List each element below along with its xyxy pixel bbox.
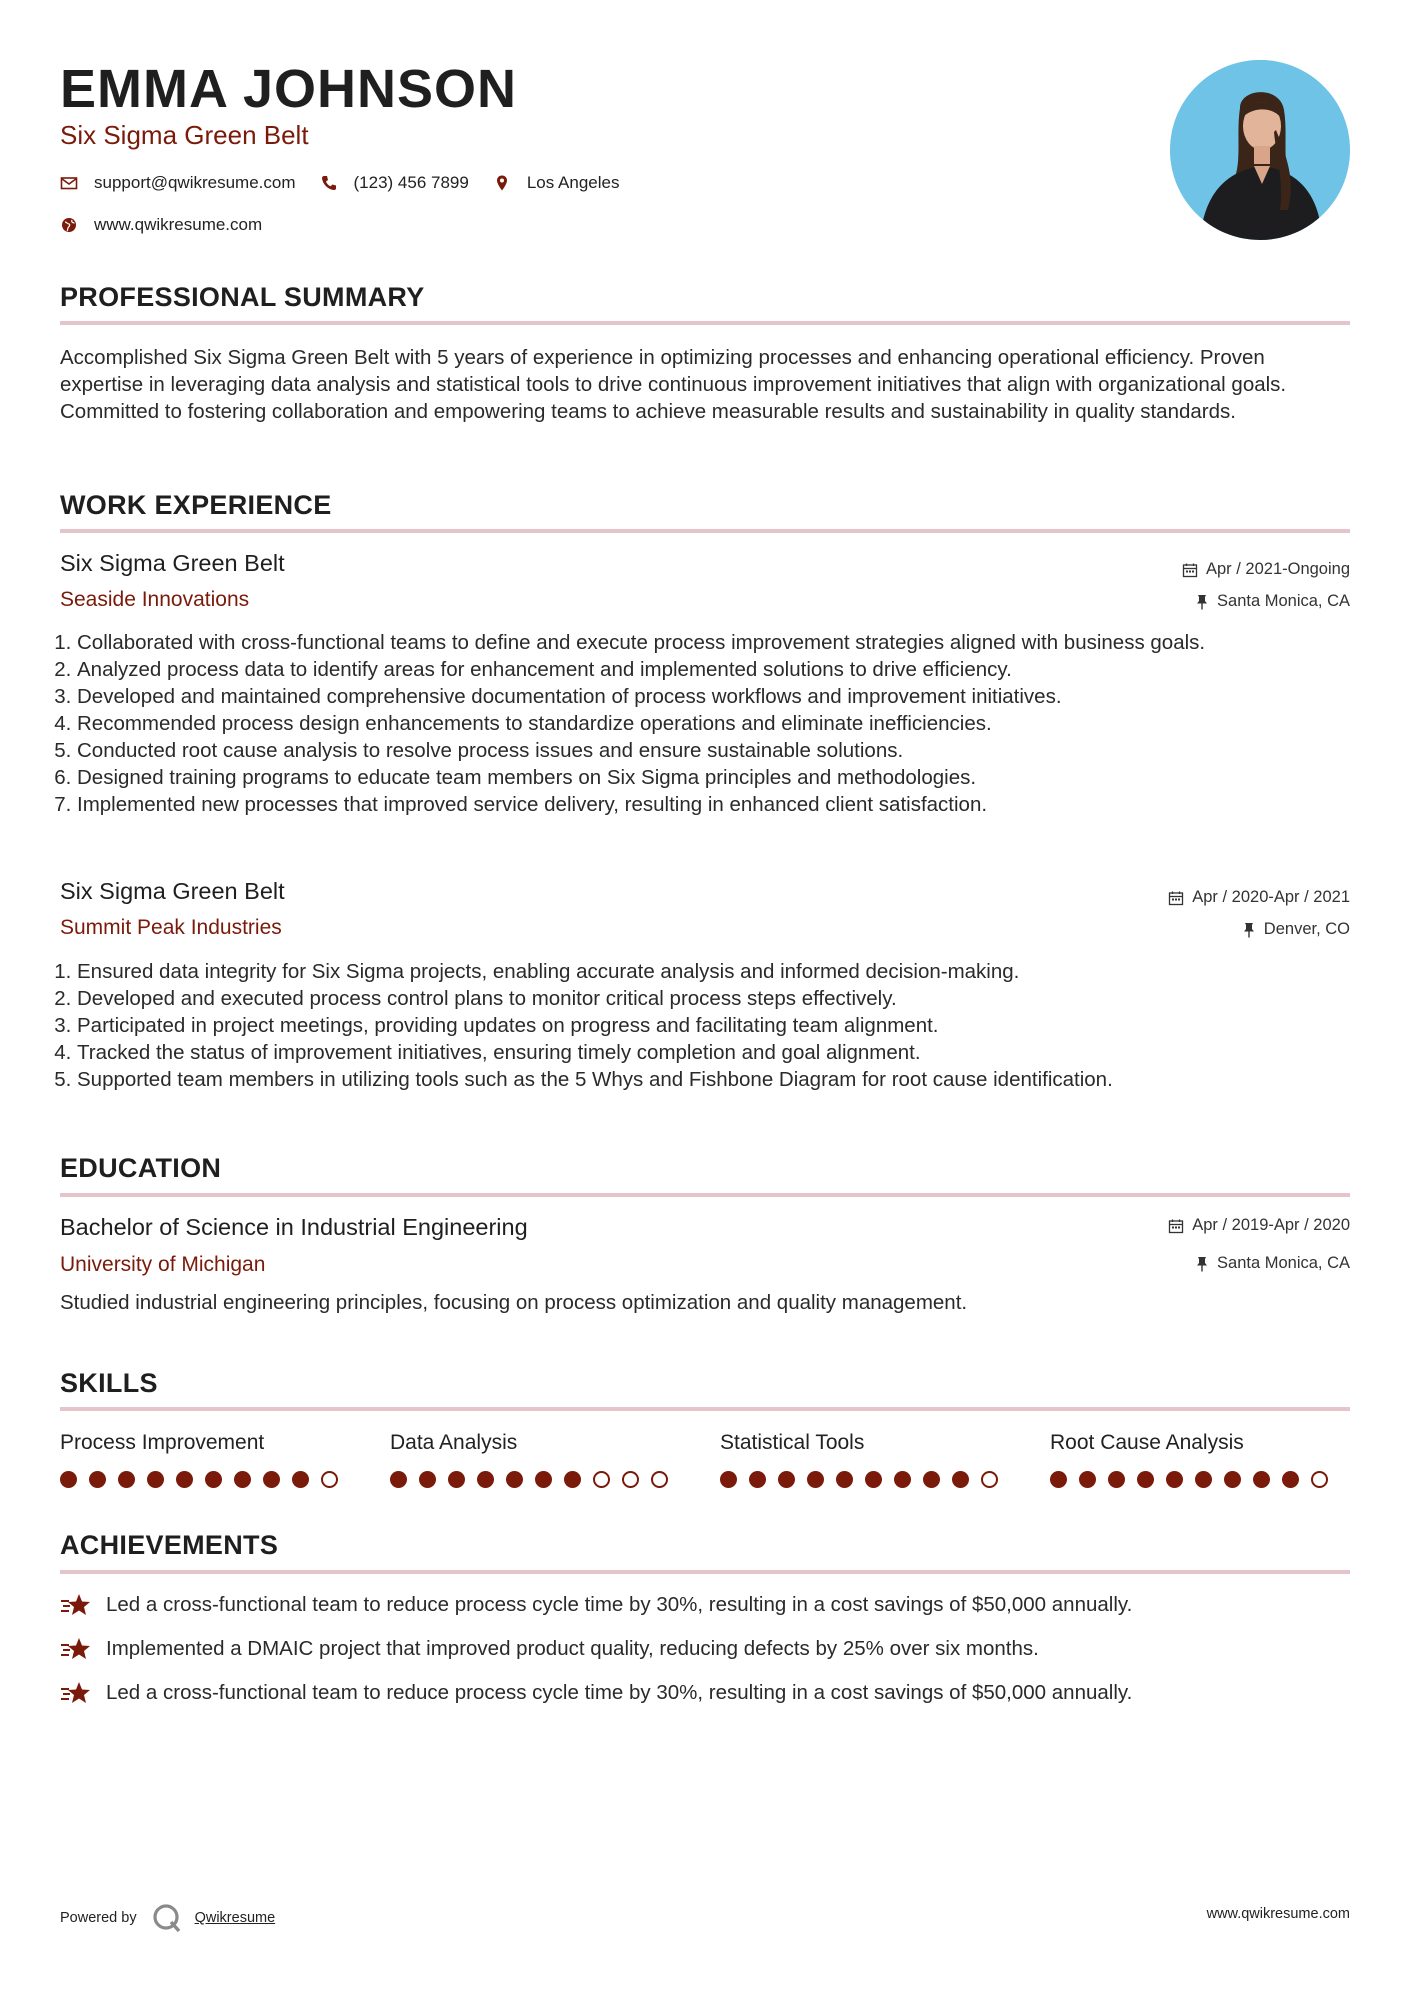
- section-title-achievements: ACHIEVEMENTS: [60, 1530, 279, 1560]
- job-location-text: Denver, CO: [1263, 920, 1350, 938]
- list-item: 2. Analyzed process data to identify areas for enhancement and implemented solutions to drive efficiency.: [77, 656, 1367, 683]
- rating-dot-filled: [564, 1471, 581, 1488]
- section-title-summary: PROFESSIONAL SUMMARY: [60, 282, 425, 312]
- summary-text: Accomplished Six Sigma Green Belt with 5 years of experience in optimizing processes and enhancing operational efficiency. Proven expertise in leveraging data analysis and statistical tools to drive continuous improvement initiatives that align with organizational goals. Committed to fostering collaboration and empowering teams to achieve measurable results and sustainability in quality standards.: [60, 346, 1287, 423]
- candidate-role: Six Sigma Green Belt: [60, 120, 309, 150]
- achievement-text: Led a cross-functional team to reduce process cycle time by 30%, resulting in a cost savings of $50,000 annually.: [106, 1593, 1133, 1616]
- rating-dot-empty: [981, 1471, 998, 1488]
- job-title: Six Sigma Green Belt: [60, 550, 285, 576]
- rating-dot-filled: [1050, 1471, 1067, 1488]
- rating-dot-empty: [1311, 1471, 1328, 1488]
- rating-dot-filled: [836, 1471, 853, 1488]
- section-title-experience: WORK EXPERIENCE: [60, 490, 332, 520]
- contact-website[interactable]: [60, 215, 262, 235]
- contact-row-2: [60, 215, 286, 235]
- rating-dot-filled: [419, 1471, 436, 1488]
- skill-name: Statistical Tools: [720, 1431, 865, 1454]
- brand-link[interactable]: Qwikresume: [194, 1910, 276, 1926]
- list-item: 5. Conducted root cause analysis to resolve process issues and ensure sustainable solutions.: [77, 737, 1367, 764]
- skill-name: Process Improvement: [60, 1431, 265, 1454]
- rating-dot-filled: [477, 1471, 494, 1488]
- rating-dot-filled: [720, 1471, 737, 1488]
- job-dates-text: Apr / 2020-Apr / 2021: [1192, 888, 1350, 906]
- pushpin-icon: [1242, 922, 1256, 938]
- rating-dot-filled: [60, 1471, 77, 1488]
- achievement-item: [60, 1592, 1132, 1618]
- profile-photo-illustration: [1170, 60, 1350, 240]
- globe-icon: [60, 216, 78, 234]
- list-item: 4. Recommended process design enhancements to standardize operations and eliminate inefficiencies.: [77, 710, 1367, 737]
- skill-name: Data Analysis: [390, 1431, 518, 1454]
- star-icon: [60, 1636, 92, 1662]
- star-icon: [60, 1592, 92, 1618]
- rating-dot-filled: [89, 1471, 106, 1488]
- achievement-item: [60, 1636, 1039, 1662]
- profile-photo: [1170, 60, 1350, 240]
- footer-powered: [60, 1902, 275, 1934]
- achievement-text: Led a cross-functional team to reduce process cycle time by 30%, resulting in a cost savings of $50,000 annually.: [106, 1681, 1133, 1704]
- list-item: 5. Supported team members in utilizing tools such as the 5 Whys and Fishbone Diagram for root cause identification.: [77, 1066, 1367, 1093]
- list-item: 7. Implemented new processes that improved service delivery, resulting in enhanced client satisfaction.: [77, 791, 1367, 818]
- rating-dot-filled: [1108, 1471, 1125, 1488]
- rating-dot-filled: [118, 1471, 135, 1488]
- skill-rating: [390, 1471, 690, 1488]
- rating-dot-filled: [234, 1471, 251, 1488]
- job-dates-text: Apr / 2021-Ongoing: [1205, 560, 1350, 578]
- candidate-name: EMMA JOHNSON: [60, 59, 518, 119]
- pushpin-icon: [1195, 1256, 1209, 1272]
- rating-dot-filled: [1282, 1471, 1299, 1488]
- rating-dot-filled: [390, 1471, 407, 1488]
- rating-dot-empty: [593, 1471, 610, 1488]
- contact-row-1: [60, 173, 643, 193]
- list-item: 3. Participated in project meetings, providing updates on progress and facilitating team alignment.: [77, 1012, 1367, 1039]
- mail-icon: [60, 174, 78, 192]
- powered-by-text: Powered by: [60, 1910, 137, 1926]
- footer-website[interactable]: www.qwikresume.com: [1206, 1906, 1350, 1922]
- job-dates: [1182, 560, 1350, 579]
- list-item: 1. Ensured data integrity for Six Sigma projects, enabling accurate analysis and informed decision-making.: [77, 958, 1367, 985]
- email-text: support@qwikresume.com: [94, 173, 296, 192]
- job-location-text: Santa Monica, CA: [1217, 592, 1350, 610]
- rating-dot-empty: [622, 1471, 639, 1488]
- job-location: [1195, 592, 1350, 611]
- skill-rating: [60, 1471, 360, 1488]
- section-divider: [60, 1407, 1350, 1411]
- job-dates: [1168, 888, 1350, 907]
- resume-page: [60, 0, 1350, 1990]
- skill-item: [720, 1431, 1020, 1488]
- calendar-icon: [1168, 890, 1184, 906]
- section-divider: [60, 1193, 1350, 1197]
- star-icon: [60, 1680, 92, 1706]
- list-item: 2. Developed and executed process control plans to monitor critical process steps effectively.: [77, 985, 1367, 1012]
- section-divider: [60, 1570, 1350, 1574]
- rating-dot-filled: [263, 1471, 280, 1488]
- rating-dot-filled: [1253, 1471, 1270, 1488]
- education-location: [1195, 1254, 1350, 1273]
- degree-title: Bachelor of Science in Industrial Engineering: [60, 1214, 528, 1240]
- achievement-text: Implemented a DMAIC project that improved product quality, reducing defects by 25% over six months.: [106, 1637, 1039, 1660]
- contact-location: [493, 173, 620, 193]
- list-item: 1. Collaborated with cross-functional teams to define and execute process improvement strategies aligned with business goals.: [77, 629, 1367, 656]
- phone-text: (123) 456 7899: [353, 173, 469, 192]
- rating-dot-filled: [448, 1471, 465, 1488]
- job-title: Six Sigma Green Belt: [60, 878, 285, 904]
- skill-item: [60, 1431, 360, 1488]
- rating-dot-filled: [1195, 1471, 1212, 1488]
- rating-dot-filled: [535, 1471, 552, 1488]
- rating-dot-filled: [1137, 1471, 1154, 1488]
- rating-dot-filled: [176, 1471, 193, 1488]
- education-dates-text: Apr / 2019-Apr / 2020: [1192, 1216, 1350, 1234]
- rating-dot-filled: [1166, 1471, 1183, 1488]
- school-name: University of Michigan: [60, 1253, 266, 1276]
- achievement-item: [60, 1680, 1132, 1706]
- rating-dot-filled: [205, 1471, 222, 1488]
- job-company: Seaside Innovations: [60, 588, 250, 611]
- rating-dot-filled: [749, 1471, 766, 1488]
- education-location-text: Santa Monica, CA: [1217, 1254, 1350, 1272]
- rating-dot-filled: [1224, 1471, 1241, 1488]
- job-location: [1242, 920, 1350, 939]
- calendar-icon: [1182, 562, 1198, 578]
- rating-dot-filled: [506, 1471, 523, 1488]
- rating-dot-empty: [321, 1471, 338, 1488]
- rating-dot-filled: [952, 1471, 969, 1488]
- section-divider: [60, 321, 1350, 325]
- pushpin-icon: [1195, 594, 1209, 610]
- rating-dot-filled: [1079, 1471, 1096, 1488]
- skill-item: [390, 1431, 690, 1488]
- location-text: Los Angeles: [526, 173, 620, 192]
- job-bullets: [60, 958, 1367, 1093]
- section-divider: [60, 529, 1350, 533]
- section-title-skills: SKILLS: [60, 1368, 158, 1398]
- phone-icon: [320, 174, 338, 192]
- skill-rating: [1050, 1471, 1350, 1488]
- qwikresume-logo-icon: [151, 1902, 183, 1934]
- list-item: 4. Tracked the status of improvement initiatives, ensuring timely completion and goal alignment.: [77, 1039, 1367, 1066]
- rating-dot-filled: [147, 1471, 164, 1488]
- rating-dot-filled: [778, 1471, 795, 1488]
- skill-rating: [720, 1471, 1020, 1488]
- skill-item: [1050, 1431, 1350, 1488]
- section-title-education: EDUCATION: [60, 1153, 222, 1183]
- rating-dot-filled: [894, 1471, 911, 1488]
- job-company: Summit Peak Industries: [60, 916, 282, 939]
- education-description: Studied industrial engineering principles, focusing on process optimization and quality management.: [60, 1291, 968, 1314]
- rating-dot-filled: [807, 1471, 824, 1488]
- rating-dot-empty: [651, 1471, 668, 1488]
- rating-dot-filled: [865, 1471, 882, 1488]
- rating-dot-filled: [292, 1471, 309, 1488]
- calendar-icon: [1168, 1218, 1184, 1234]
- website-text: www.qwikresume.com: [94, 215, 263, 234]
- contact-phone[interactable]: [320, 173, 469, 193]
- map-pin-icon: [493, 174, 511, 192]
- education-dates: [1168, 1216, 1350, 1235]
- contact-email[interactable]: [60, 173, 296, 193]
- list-item: 3. Developed and maintained comprehensive documentation of process workflows and improvement initiatives.: [77, 683, 1367, 710]
- skill-name: Root Cause Analysis: [1050, 1431, 1244, 1454]
- rating-dot-filled: [923, 1471, 940, 1488]
- list-item: 6. Designed training programs to educate team members on Six Sigma principles and methodologies.: [77, 764, 1367, 791]
- job-bullets: [60, 629, 1367, 818]
